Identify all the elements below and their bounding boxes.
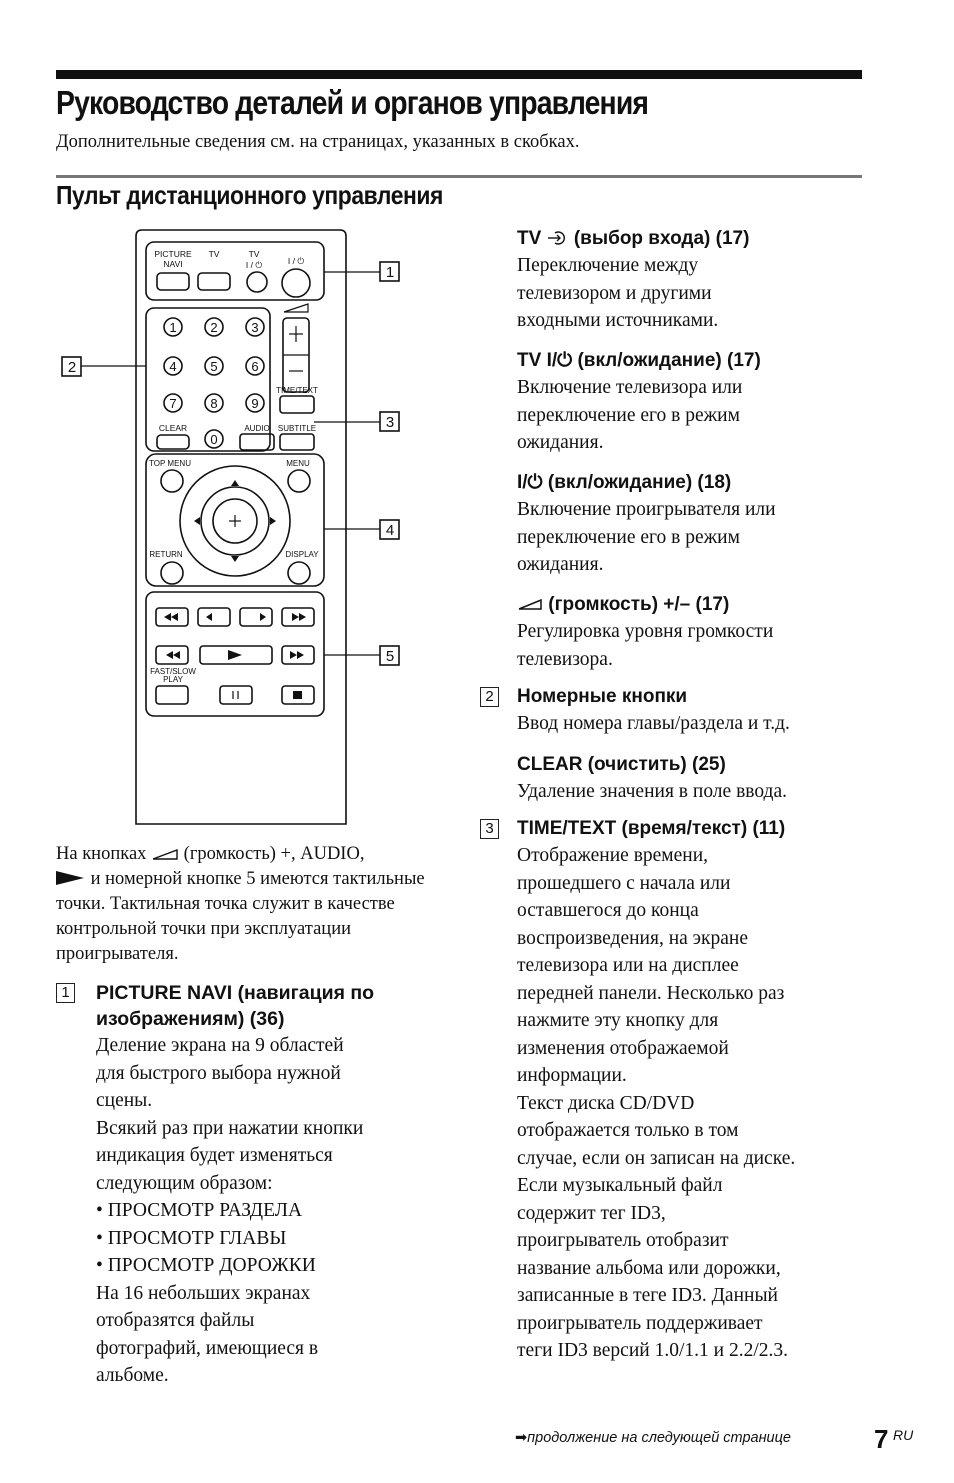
item-heading: I/⏻ (вкл/ожидание) (18) xyxy=(517,472,732,493)
body-line: • ПРОСМОТР РАЗДЕЛА xyxy=(96,1200,303,1221)
item-heading: PICTURE NAVI (навигация по изображениям) (36) xyxy=(96,982,375,1030)
item-body xyxy=(517,778,867,806)
input-select-icon xyxy=(547,230,569,246)
body-line: телевизора. xyxy=(517,648,613,670)
body-line: Если музыкальный файл xyxy=(517,1175,723,1196)
item-number-buttons xyxy=(485,684,867,738)
body-line: отображается только в том xyxy=(517,1120,739,1141)
callout-2: 2 xyxy=(67,359,77,376)
body-line: • ПРОСМОТР ГЛАВЫ xyxy=(96,1227,287,1249)
body-line: Регулировка уровня громкости xyxy=(517,621,774,642)
picture-navi-button xyxy=(157,273,189,290)
item-body xyxy=(517,710,867,738)
section-title: Пульт дистанционного управления xyxy=(56,180,443,210)
body-line: содержит тег ID3, xyxy=(517,1202,666,1224)
body-line: Включение телевизора или xyxy=(517,377,743,398)
body-line: телевизора или на дисплее xyxy=(517,955,739,976)
tactile-note xyxy=(56,842,444,967)
body-line: альбоме. xyxy=(96,1365,169,1386)
body-line: название альбома или дорожки, xyxy=(517,1257,781,1279)
item-number: 1 xyxy=(56,983,75,1003)
body-line: теги ID3 версий 1.0/1.1 и 2.2/2.3. xyxy=(517,1340,788,1361)
item-clear xyxy=(517,752,867,806)
remote-illustration xyxy=(40,226,420,831)
item-heading: CLEAR (очистить) (25) xyxy=(517,754,726,775)
top-menu-button xyxy=(161,470,183,492)
item-body xyxy=(517,618,867,673)
label-tv-input: TV xyxy=(208,249,220,259)
body-line: информации. xyxy=(517,1065,627,1086)
body-line: изменения отображаемой xyxy=(517,1037,729,1059)
item-power xyxy=(517,470,867,579)
header-rule xyxy=(56,70,862,79)
body-line: ожидания. xyxy=(517,554,604,575)
body-line: нажмите эту кнопку для xyxy=(517,1010,719,1031)
power-button xyxy=(282,269,310,297)
item-tv-input xyxy=(517,226,867,335)
item-number: 3 xyxy=(480,819,499,839)
label-fast-slow-2: PLAY xyxy=(163,675,183,684)
item-body xyxy=(96,1032,446,1390)
num-label-0: 0 xyxy=(210,432,218,447)
body-line: отобразятся файлы xyxy=(96,1310,255,1331)
return-button xyxy=(161,562,183,584)
section-rule xyxy=(56,175,862,178)
display-button xyxy=(288,562,310,584)
volume-icon xyxy=(151,847,179,861)
item-body xyxy=(517,374,867,457)
num-label-6: 6 xyxy=(251,359,259,374)
item-picture-navi xyxy=(56,980,446,1390)
label-return: RETURN xyxy=(149,550,183,559)
subtitle-button xyxy=(280,434,314,450)
body-line: прошедшего с начала или xyxy=(517,872,731,894)
tv-input-button xyxy=(198,273,230,290)
note-line2-suffix: и номерной кнопке 5 имеются xyxy=(90,869,329,889)
body-line: воспроизведения, на экране xyxy=(517,927,749,949)
item-heading: (громкость) +/– (17) xyxy=(517,592,867,618)
note-rest: тактильные точки. Тактильная точка служит в качестве контрольной точки при эксплуатации проигрывателя. xyxy=(56,869,425,964)
item-heading: TV (выбор входа) (17) xyxy=(517,228,750,249)
label-tv-power-2: I / ⏻ xyxy=(245,260,263,270)
item-body xyxy=(517,496,867,579)
menu-button xyxy=(288,470,310,492)
label-subtitle: SUBTITLE xyxy=(277,424,317,433)
body-line: переключение его в режим xyxy=(517,404,740,426)
item-time-text xyxy=(485,816,867,1365)
num-label-1: 1 xyxy=(169,320,177,335)
label-clear: CLEAR xyxy=(158,423,188,433)
label-picture-2: NAVI xyxy=(163,259,183,269)
body-line: проигрыватель поддерживает xyxy=(517,1312,763,1334)
step-forward-button xyxy=(240,608,272,626)
step-back-button xyxy=(198,608,230,626)
body-line: телевизором и другими xyxy=(517,282,712,304)
body-line: Удаление значения в поле ввода. xyxy=(517,781,787,802)
body-line: Переключение между xyxy=(517,255,699,276)
arrow-right-icon: ➡ xyxy=(515,1430,528,1446)
body-line: На 16 небольших экранах xyxy=(96,1282,311,1304)
label-display: DISPLAY xyxy=(285,550,319,559)
item-volume xyxy=(517,592,867,673)
callout-1: 1 xyxy=(385,264,395,281)
item-heading: Номерные кнопки xyxy=(517,686,688,707)
body-line: ожидания. xyxy=(517,432,604,453)
num-label-3: 3 xyxy=(251,320,259,335)
body-line: для быстрого выбора нужной xyxy=(96,1062,341,1084)
pause-button xyxy=(220,686,252,704)
body-line: передней панели. Несколько раз xyxy=(517,982,785,1004)
power-icon: I/⏻ xyxy=(546,350,573,371)
body-line: входными источниками. xyxy=(517,310,719,331)
body-line: Включение проигрывателя или xyxy=(517,499,776,520)
num-label-9: 9 xyxy=(251,396,259,411)
body-line: Деление экрана на 9 областей xyxy=(96,1035,344,1056)
label-power: I / ⏻ xyxy=(287,256,305,266)
body-line: Отображение времени, xyxy=(517,845,709,866)
item-tv-power xyxy=(517,348,867,457)
label-audio: AUDIO xyxy=(244,424,270,433)
body-line: • ПРОСМОТР ДОРОЖКИ xyxy=(96,1255,316,1276)
item-body xyxy=(517,842,867,1365)
page-suffix: RU xyxy=(893,1427,914,1443)
label-top-menu: TOP MENU xyxy=(149,459,191,468)
item-heading: TV I/⏻ (вкл/ожидание) (17) xyxy=(517,350,761,371)
volume-icon xyxy=(517,597,543,611)
body-line: следующим образом: xyxy=(96,1172,273,1194)
continue-note: ➡продолжение на следующей странице xyxy=(515,1430,791,1446)
label-tv-power-1: TV xyxy=(248,249,260,259)
body-line: фотографий, имеющиеся в xyxy=(96,1337,319,1359)
body-line: переключение его в режим xyxy=(517,526,740,548)
body-line: Ввод номера главы/раздела и т.д. xyxy=(517,713,790,734)
num-label-5: 5 xyxy=(210,359,218,374)
body-line: проигрыватель отобразит xyxy=(517,1230,729,1251)
label-time-text: TIME/TEXT xyxy=(276,386,318,395)
note-line1-suffix: (громкость) +, AUDIO, xyxy=(183,844,365,864)
num-label-7: 7 xyxy=(169,396,177,411)
num-label-8: 8 xyxy=(210,396,218,411)
clear-button xyxy=(157,435,189,449)
num-label-4: 4 xyxy=(169,359,177,374)
body-line: Всякий раз при нажатии кнопки xyxy=(96,1117,364,1139)
item-number: 2 xyxy=(480,687,499,707)
callout-3: 3 xyxy=(385,414,395,431)
num-label-2: 2 xyxy=(210,320,218,335)
power-icon: I/⏻ xyxy=(517,472,543,493)
body-line: Текст диска CD/DVD xyxy=(517,1092,695,1114)
page-number: 7 xyxy=(874,1424,889,1454)
body-line: индикация будет изменяться xyxy=(96,1145,333,1166)
callout-4: 4 xyxy=(385,522,395,539)
page-title: Руководство деталей и органов управления xyxy=(56,84,649,121)
body-line: записанные в теге ID3. Данный xyxy=(517,1285,778,1306)
time-text-button xyxy=(280,396,314,413)
label-picture-1: PICTURE xyxy=(154,249,192,259)
play-icon xyxy=(56,871,84,885)
note-line1-prefix: На кнопках xyxy=(56,844,147,864)
body-line: оставшегося до конца xyxy=(517,900,699,921)
body-line: случае, если он записан на диске. xyxy=(517,1147,796,1169)
label-menu: MENU xyxy=(286,459,310,468)
fast-slow-button xyxy=(156,686,188,704)
item-body xyxy=(517,252,867,335)
label-fast-slow-1: FAST/SLOW xyxy=(150,667,196,676)
page-subtitle: Дополнительные сведения см. на страницах, указанных в скобках. xyxy=(56,132,580,152)
tv-power-button xyxy=(247,272,267,292)
callout-5: 5 xyxy=(385,648,395,665)
item-heading: TIME/TEXT (время/текст) (11) xyxy=(517,818,786,839)
body-line: сцены. xyxy=(96,1090,153,1111)
